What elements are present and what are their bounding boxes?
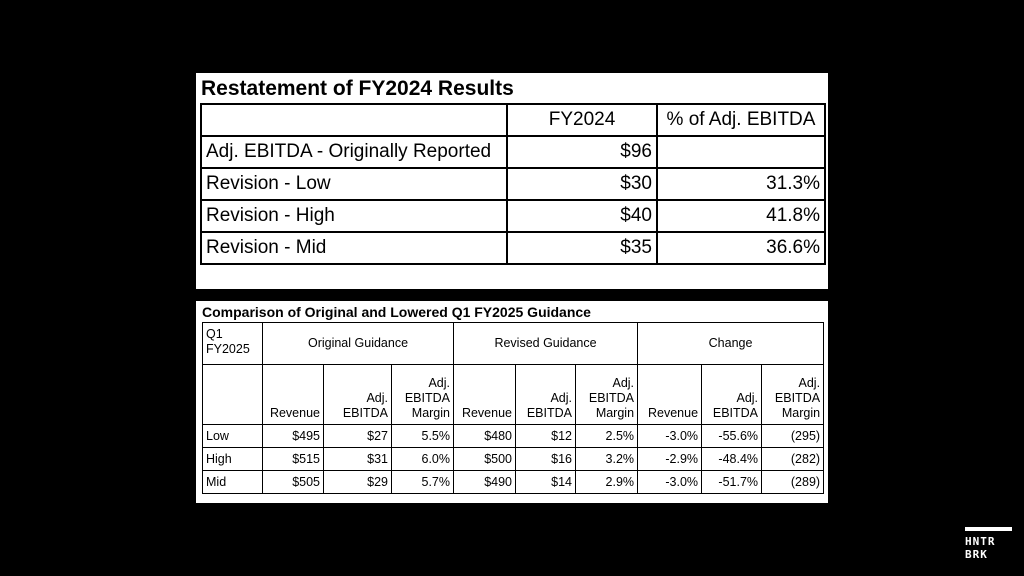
pct-cell: 36.6% [657,232,825,264]
restatement-title: Restatement of FY2024 Results [201,77,514,100]
table-cell: 3.2% [576,448,638,471]
guidance-table [202,322,824,494]
table-cell: 2.5% [576,425,638,448]
fy2024-cell: $35 [507,232,657,264]
table-cell: 5.5% [392,425,454,448]
table-cell: 5.7% [392,471,454,494]
table-cell: 6.0% [392,448,454,471]
subheader-row [203,365,824,425]
restatement-table [200,103,826,265]
row-label: High [203,448,263,471]
table-cell: -55.6% [702,425,762,448]
table-header-row [201,104,825,136]
group-original-guidance: Original Guidance [263,323,454,365]
empty-cell [203,365,263,425]
group-revised-guidance: Revised Guidance [454,323,638,365]
header-cell [201,104,507,136]
guidance-table-panel [196,301,828,503]
hntr-brk-logo [965,527,1013,561]
subheader-cell: Adj. EBITDA Margin [392,365,454,425]
row-label: Adj. EBITDA - Originally Reported [201,136,507,168]
row-label: Revision - Low [201,168,507,200]
restatement-table-panel [196,73,828,289]
subheader-cell: Adj. EBITDA [516,365,576,425]
table-row [203,425,824,448]
table-row [201,232,825,264]
row-label: Revision - High [201,200,507,232]
pct-cell: 41.8% [657,200,825,232]
table-cell: -48.4% [702,448,762,471]
logo-line-1: HNTR [965,535,996,548]
table-row [201,200,825,232]
logo-line-2: BRK [965,548,988,561]
table-cell: $500 [454,448,516,471]
pct-cell: 31.3% [657,168,825,200]
table-cell: $495 [263,425,324,448]
table-cell: $14 [516,471,576,494]
fy2024-cell: $30 [507,168,657,200]
fy2024-cell: $96 [507,136,657,168]
subheader-cell: Revenue [638,365,702,425]
row-label: Revision - Mid [201,232,507,264]
table-row [203,448,824,471]
table-cell: $505 [263,471,324,494]
table-cell: $490 [454,471,516,494]
table-cell: $16 [516,448,576,471]
header-cell: FY2024 [507,104,657,136]
subheader-cell: Adj. EBITDA Margin [576,365,638,425]
pct-cell [657,136,825,168]
table-cell: (282) [762,448,824,471]
subheader-cell: Revenue [454,365,516,425]
table-cell: $515 [263,448,324,471]
logo-bar [965,527,1012,531]
table-cell: -3.0% [638,425,702,448]
subheader-cell: Revenue [263,365,324,425]
table-cell: $27 [324,425,392,448]
table-cell: 2.9% [576,471,638,494]
table-row [201,168,825,200]
table-row [203,471,824,494]
corner-label: Q1 FY2025 [203,323,263,365]
row-label: Low [203,425,263,448]
table-cell: (295) [762,425,824,448]
fy2024-cell: $40 [507,200,657,232]
table-cell: -3.0% [638,471,702,494]
table-row [201,136,825,168]
subheader-cell: Adj. EBITDA [702,365,762,425]
group-change: Change [638,323,824,365]
group-header-row [203,323,824,365]
row-label: Mid [203,471,263,494]
table-cell: $29 [324,471,392,494]
header-cell: % of Adj. EBITDA [657,104,825,136]
table-cell: $480 [454,425,516,448]
table-cell: (289) [762,471,824,494]
table-cell: $12 [516,425,576,448]
table-cell: -51.7% [702,471,762,494]
table-cell: -2.9% [638,448,702,471]
guidance-title: Comparison of Original and Lowered Q1 FY2025 Guidance [202,304,591,320]
subheader-cell: Adj. EBITDA [324,365,392,425]
subheader-cell: Adj. EBITDA Margin [762,365,824,425]
table-cell: $31 [324,448,392,471]
